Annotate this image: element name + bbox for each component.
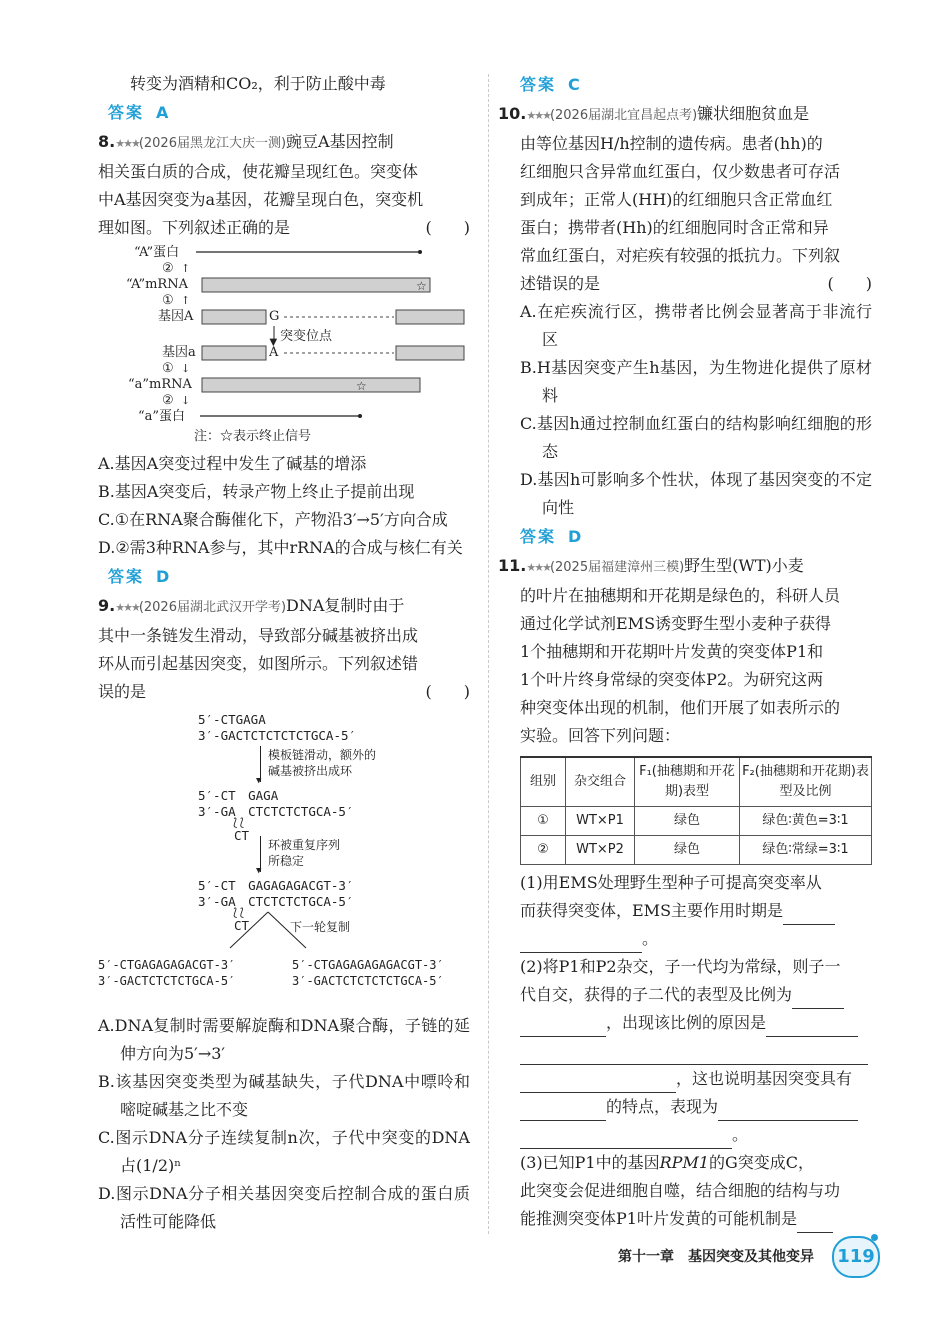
answer-label: 答案 <box>108 103 145 122</box>
sub-question-text: 。 <box>642 929 659 948</box>
option-A: A.DNA复制时需要解旋酶和DNA聚合酶，子链的延伸方向为5′→3′ <box>98 1016 470 1063</box>
stem-line: 实验。回答下列问题： <box>520 726 681 745</box>
question-8 <box>98 128 470 592</box>
seq-line: 3′-GA CTCTCTCTGCA-5′ <box>198 894 354 909</box>
stem-line: 中A基因突变为a基因，花瓣呈现白色，突变机 <box>98 190 424 209</box>
next-round-label: 下一轮复制 <box>290 920 351 934</box>
stem-line: 到成年；正常人(HH)的红细胞只含正常血红 <box>520 190 833 209</box>
mutation-site-label: 突变位点 <box>280 329 333 344</box>
svg-text:↑: ↑ <box>181 294 191 307</box>
question-number: 8. <box>98 132 116 151</box>
column-divider <box>488 74 489 1234</box>
question-stem: 野生型(WT)小麦 <box>684 556 804 575</box>
sub-question-text: 的G突变成C， <box>709 1153 815 1172</box>
answer-q8 <box>98 562 470 592</box>
left-column <box>98 70 470 1236</box>
stem-line: 1个抽穗期和开花期叶片发黄的突变体P1和 <box>520 642 824 661</box>
stop-signal-star: ☆ <box>356 379 367 393</box>
answer-label: 答案 <box>108 567 145 586</box>
sub-question-text: ，这也说明基因突变具有 <box>676 1069 853 1088</box>
dna-slippage-figure: 5′-CTGAGA 3′-GACTCTCTCTCTGCA-5′ ▼ 模板链滑动，额外的 碱基被挤出成环 5′-CT GAGA 3′-GA CTCTCTCTGCA-5′ ⟅⟅ CT ▼ 环被重复序列 所稳定 5′-CT GAGAGAGACGT-3′ 3′-GA CTCTCTCTGCA-5′ ⟅⟅ CT 下一轮复制 5′-CTGAGAGAGACGT-3′ 3′-GACTCTCTCTGCA-5′ 5′-CTGAGAGAGAGACGT-3′ 3′-GACTCTCTCTCTGCA-5′ <box>98 712 444 988</box>
option-B: B.该基因突变类型为碱基缺失，子代DNA中嘌呤和嘧啶碱基之比不变 <box>98 1072 470 1119</box>
answer-blank[interactable] <box>520 1048 868 1065</box>
answer-label-prev <box>98 98 470 128</box>
stem-line: 蛋白；携带者(Hh)的红细胞同时含正常和异 <box>520 218 829 237</box>
gene-a-right-bar <box>396 346 464 360</box>
step-1-label: ① <box>162 293 174 308</box>
question-9 <box>98 592 470 1236</box>
figure-note: 碱基被挤出成环 <box>268 764 353 778</box>
figure-note: 模板链滑动，额外的 <box>268 748 377 762</box>
answer-bracket: ( ) <box>425 682 470 701</box>
table-cell: WT×P2 <box>566 836 635 865</box>
table-cell: ① <box>521 807 566 836</box>
gene-diagram <box>98 242 470 450</box>
question-source: (2025届福建漳州三模) <box>549 560 685 575</box>
answer-blank[interactable] <box>520 1020 606 1037</box>
difficulty-stars: ★★★ <box>526 561 550 574</box>
gene-a-left-bar <box>202 346 266 360</box>
label-a-protein: “A”蛋白 <box>134 245 180 260</box>
option-C: C.图示DNA分子连续复制n次，子代中突变的DNA占(1/2)ⁿ <box>98 1128 470 1175</box>
seq-line: 3′-GA CTCTCTCTGCA-5′ <box>198 804 354 819</box>
answer-bracket: ( ) <box>827 274 872 293</box>
sub-question-text: 能推测突变体P1叶片发黄的可能机制是 <box>520 1209 797 1228</box>
seq-line: 3′-GACTCTCTCTCTGCA-5′ <box>198 728 357 743</box>
stem-line: 的叶片在抽穗期和开花期是绿色的，科研人员 <box>520 586 841 605</box>
answer-blank[interactable] <box>766 1020 858 1037</box>
difficulty-stars: ★★★ <box>526 109 550 122</box>
question-stem: 镰状细胞贫血是 <box>697 104 810 123</box>
stem-line: 种突变体出现的机制，他们开展了如表所示的 <box>520 698 841 717</box>
table-header: F₂(抽穗期和开花期)表型及比例 <box>740 757 872 807</box>
answer-blank[interactable] <box>718 1104 858 1121</box>
chapter-title: 第十一章 基因突变及其他变异 <box>618 1249 814 1265</box>
table-header: F₁(抽穗期和开花期)表型 <box>635 757 740 807</box>
answer-value: C <box>568 75 582 94</box>
difficulty-stars: ★★★ <box>115 601 139 614</box>
gene-mutation-figure <box>98 242 470 450</box>
base-G: G <box>269 309 280 324</box>
a-lower-mrna-bar <box>202 378 420 392</box>
stem-line: 误的是 <box>98 682 147 701</box>
table-header: 组别 <box>521 757 566 807</box>
product-2-bottom: 3′-GACTCTCTCTCTGCA-5′ <box>292 974 444 988</box>
sub-question-1: (1)用EMS处理野生型种子可提高突变率从 <box>520 873 822 892</box>
figure-note: 环被重复序列 <box>268 838 341 852</box>
answer-q9 <box>520 70 872 100</box>
stem-line: 理如图。下列叙述正确的是 <box>98 218 291 237</box>
stem-line: 其中一条链发生滑动，导致部分碱基被挤出成 <box>98 626 419 645</box>
stem-line: 述错误的是 <box>520 274 601 293</box>
product-2-top: 5′-CTGAGAGAGAGACGT-3′ <box>292 958 444 972</box>
step-2-label: ② <box>162 393 174 408</box>
step-1-label: ① <box>162 361 174 376</box>
sub-question-2: (2)将P1和P2杂交，子一代均为常绿，则子一 <box>520 957 841 976</box>
table-cell: 绿色 <box>635 836 740 865</box>
base-A: A <box>269 345 279 360</box>
question-10 <box>498 100 872 552</box>
sub-question-text: 代自交，获得的子二代的表型及比例为 <box>520 985 793 1004</box>
stem-line: 红细胞只含异常血红蛋白，仅少数患者可存活 <box>520 162 841 181</box>
label-a-mrna: “A”mRNA <box>126 277 188 292</box>
question-source: (2026届湖北武汉开学考) <box>138 600 287 615</box>
label-lower-mrna: “a”mRNA <box>128 377 192 392</box>
svg-text:↓: ↓ <box>181 394 191 407</box>
option-D: D.图示DNA分子相关基因突变后控制合成的蛋白质活性可能降低 <box>98 1184 470 1231</box>
option-B: B.H基因突变产生h基因，为生物进化提供了原材料 <box>520 358 872 405</box>
seq-line: 5′-CT GAGAGAGACGT-3′ <box>198 878 354 893</box>
question-11 <box>498 552 872 1233</box>
svg-text:▼: ▼ <box>269 337 278 348</box>
stop-signal-star: ☆ <box>416 279 427 293</box>
question-source: (2026届黑龙江大庆一测) <box>138 136 287 151</box>
answer-blank[interactable] <box>797 1216 833 1233</box>
svg-text:↑: ↑ <box>181 262 191 275</box>
table-cell: 绿色∶常绿=3∶1 <box>740 836 872 865</box>
sub-question-3: (3)已知P1中的基因 <box>520 1153 660 1172</box>
page-footer <box>520 1236 880 1276</box>
table-cell: 绿色∶黄色=3∶1 <box>740 807 872 836</box>
sub-question-text: 此突变会促进细胞自噬，结合细胞的结构与功 <box>520 1181 841 1200</box>
answer-bracket: ( ) <box>425 218 470 237</box>
label-gene-a: 基因a <box>162 345 196 360</box>
answer-blank[interactable] <box>520 1132 732 1149</box>
answer-blank[interactable] <box>520 936 642 953</box>
table-row <box>521 807 872 836</box>
product-1-top: 5′-CTGAGAGAGACGT-3′ <box>98 958 236 972</box>
table-cell: WT×P1 <box>566 807 635 836</box>
stem-line: 通过化学试剂EMS诱变野生型小麦种子获得 <box>520 614 832 633</box>
sub-question-text: 的特点，表现为 <box>606 1097 719 1116</box>
option-A: A.基因A突变过程中发生了碱基的增添 <box>98 454 367 473</box>
question-number: 11. <box>498 556 527 575</box>
table-header: 杂交组合 <box>566 757 635 807</box>
stem-line: 1个叶片终身常绿的突变体P2。为研究这两 <box>520 670 824 689</box>
option-D: D.基因h可影响多个性状，体现了基因突变的不定向性 <box>520 470 872 517</box>
gene-A-right-bar <box>396 310 464 324</box>
sub-question-text: ，出现该比例的原因是 <box>606 1013 767 1032</box>
gene-name: RPM1 <box>659 1153 709 1172</box>
stem-line: 常血红蛋白，对疟疾有较强的抵抗力。下列叙 <box>520 246 841 265</box>
right-column <box>498 70 872 1233</box>
table-cell: 绿色 <box>635 807 740 836</box>
product-1-bottom: 3′-GACTCTCTCTGCA-5′ <box>98 974 236 988</box>
option-B: B.基因A突变后，转录产物上终止子提前出现 <box>98 482 415 501</box>
question-stem: DNA复制时由于 <box>286 596 405 615</box>
answer-value: A <box>156 103 171 122</box>
intro-line: 转变为酒精和CO₂，利于防止酸中毒 <box>130 74 386 93</box>
answer-label: 答案 <box>520 75 557 94</box>
table-row <box>521 836 872 865</box>
a-mrna-bar <box>202 278 430 292</box>
question-stem: 豌豆A基因控制 <box>286 132 394 151</box>
step-2-label: ② <box>162 261 174 276</box>
stem-line: 由等位基因H/h控制的遗传病。患者(hh)的 <box>520 134 823 153</box>
difficulty-stars: ★★★ <box>115 137 139 150</box>
option-D: D.②需3种RNA参与，其中rRNA的合成与核仁有关 <box>98 538 463 557</box>
gene-A-left-bar <box>202 310 266 324</box>
answer-blank[interactable] <box>792 992 844 1009</box>
answer-value: D <box>568 527 584 546</box>
sub-question-text: 。 <box>732 1125 749 1144</box>
sub-question-text: 而获得突变体，EMS主要作用时期是 <box>520 901 784 920</box>
experiment-table <box>520 756 872 865</box>
option-C: C.基因h通过控制血红蛋白的结构影响红细胞的形态 <box>520 414 872 461</box>
loop-bases: CT <box>234 828 250 843</box>
stem-line: 相关蛋白质的合成，使花瓣呈现红色。突变体 <box>98 162 419 181</box>
question-source: (2026届湖北宜昌起点考) <box>549 108 698 123</box>
question-number: 9. <box>98 596 116 615</box>
answer-value: D <box>156 567 172 586</box>
option-C: C.①在RNA聚合酶催化下，产物沿3′→5′方向合成 <box>98 510 448 529</box>
answer-blank[interactable] <box>520 1104 606 1121</box>
seq-line: 5′-CT GAGA <box>198 788 279 803</box>
figure-note: 注：☆表示终止信号 <box>194 429 312 444</box>
answer-blank[interactable] <box>520 1076 676 1093</box>
svg-text:↓: ↓ <box>181 362 191 375</box>
label-gene-A: 基因A <box>158 309 194 324</box>
table-cell: ② <box>521 836 566 865</box>
answer-q10 <box>520 522 872 552</box>
answer-blank[interactable] <box>783 908 835 925</box>
answer-label: 答案 <box>520 527 557 546</box>
page-dot-icon <box>871 1234 878 1241</box>
question-number: 10. <box>498 104 527 123</box>
option-A: A.在疟疾流行区，携带者比例会显著高于非流行区 <box>520 302 872 349</box>
stem-line: 环从而引起基因突变，如图所示。下列叙述错 <box>98 654 419 673</box>
figure-note: 所稳定 <box>268 854 305 868</box>
loop-bases: CT <box>234 918 250 933</box>
seq-line: 5′-CTGAGA <box>198 712 266 727</box>
label-lower-protein: “a”蛋白 <box>138 409 186 424</box>
page-number: 119 <box>832 1236 880 1278</box>
